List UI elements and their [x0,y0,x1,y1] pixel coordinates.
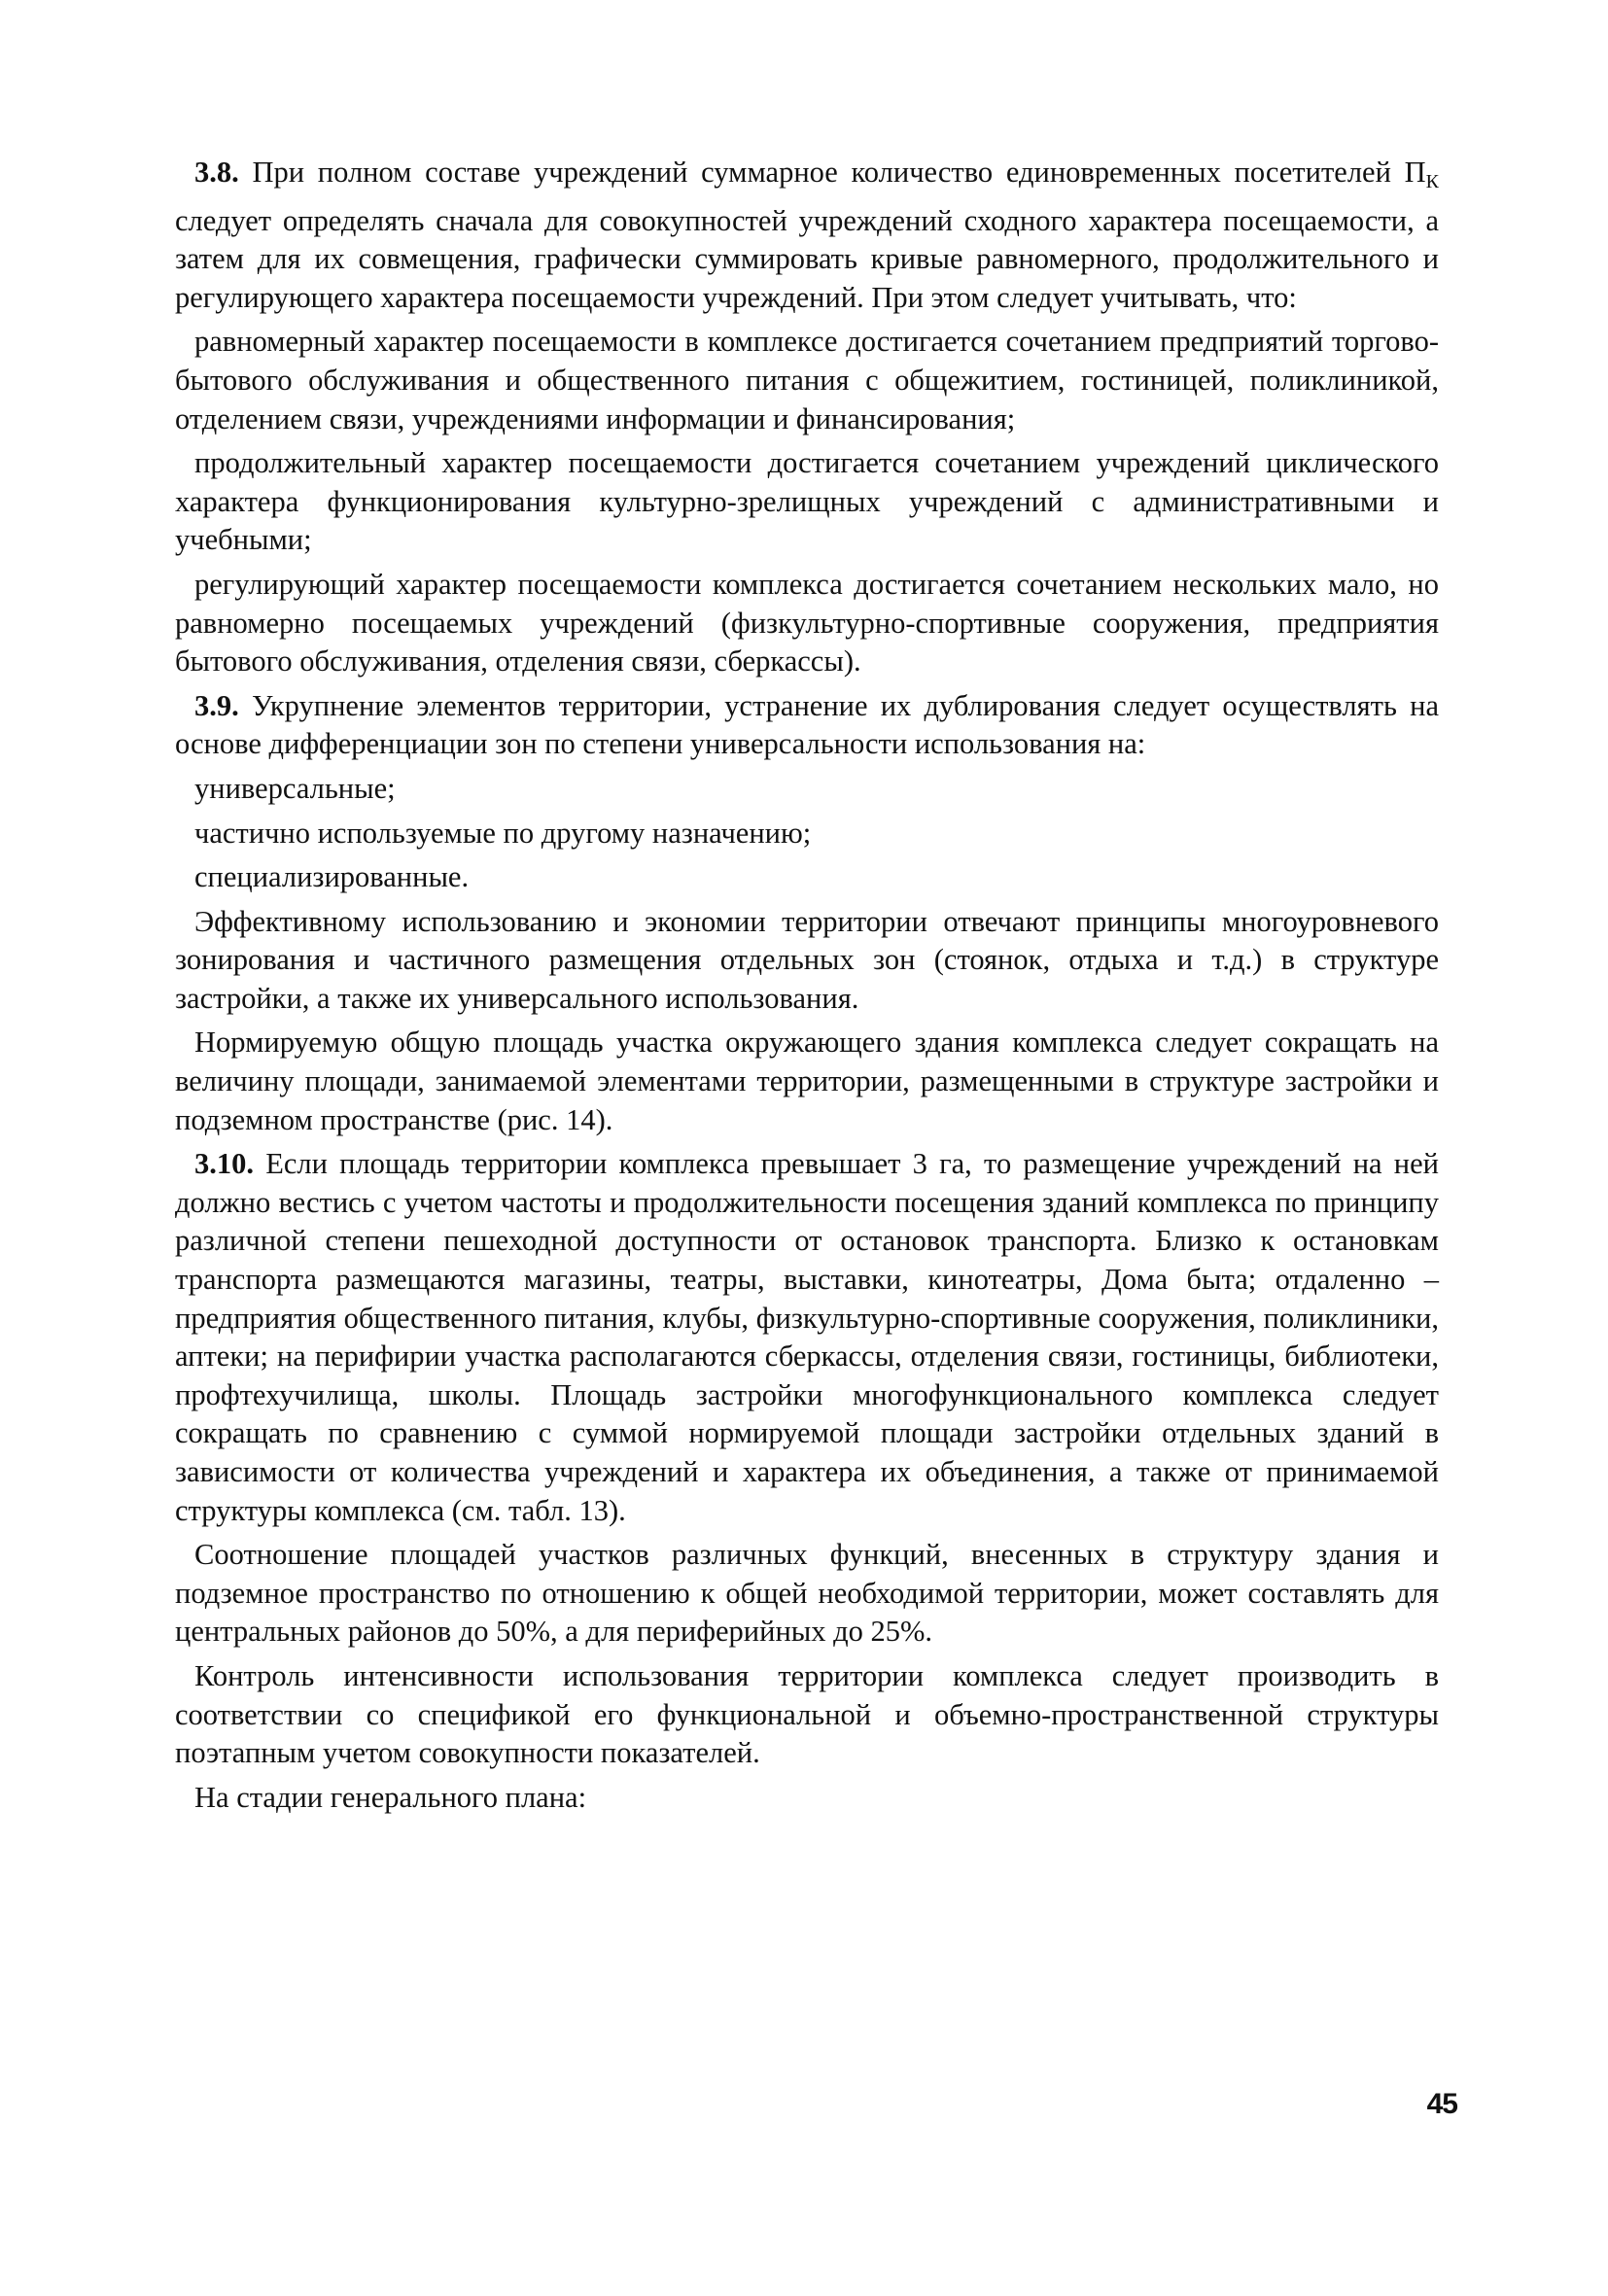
paragraph-regulating-attendance: регулирующий характер посещаемости комплекса достигается сочетанием нескольких мало, но равномерно посещаемых учреждений (физкультурно-спортивные сооружения, предприятия бытового обслуживания, отделения связи, сберкассы). [175,567,1439,678]
subscript: К [1425,171,1439,192]
paragraph-3-10 [175,1145,1439,1530]
section-number: 3.10. [194,1147,254,1181]
paragraph-text: Укрупнение элементов территории, устранение их дублирования следует осуществлять на основе дифференциации зон по степени универсальности использования на: [175,688,1439,761]
paragraph-efficient-use: Эффективному использованию и экономии территории отвечают принципы многоуровневого зонирования и частичного размещения отдельных зон (стоянок, отдыха и т.д.) в структуре застройки, а также их универсального использования. [175,904,1439,1015]
section-number: 3.9. [194,688,239,722]
document-body [175,154,1439,1817]
section-number: 3.8. [194,156,239,189]
paragraph-intensity-control: Контроль интенсивности использования территории комплекса следует производить в соответствии со спецификой его функциональной и объемно-пространственной структуры поэтапным учетом совокупности показателей. [175,1658,1439,1770]
page-number: 45 [1426,2088,1457,2120]
paragraph-3-9 [175,687,1439,764]
list-item-universal: универсальные; [194,771,396,805]
list-item-partial: частично используемые по другому назначению; [194,816,812,850]
paragraph-text: Если площадь территории комплекса превышает 3 га, то размещение учреждений на ней должно вестись с учетом частоты и продолжительности посещения зданий комплекса по принципу различной степени пешеходной доступности от остановок транспорта. Близко к остановкам транспорта размещаются магазины, театры, выставки, кинотеатры, Дома быта; отдаленно – предприятия общественного питания, клубы, физкультурно-спортивные сооружения, поликлиники, аптеки; на перифирии участка располагаются сберкассы, отделения связи, гостиницы, библиотеки, профтехучилища, школы. Площадь застройки многофункционального комплекса следует сокращать по сравнению с суммой нормируемой площади застройки отдельных зданий в зависимости от количества учреждений и характера их объединения, а также от принимаемой структуры комплекса (см. табл. 13). [175,1147,1439,1527]
paragraph-general-plan-stage: На стадии генерального плана: [194,1780,587,1814]
paragraph-continuous-attendance: продолжительный характер посещаемости достигается сочетанием учреждений циклического характера функционирования культурно-зрелищных учреждений с административными и учебными; [175,446,1439,557]
paragraph-text: При полном составе учреждений суммарное количество единовременных посетителей П [238,156,1426,189]
paragraph-uniform-attendance: равномерный характер посещаемости в комплексе достигается сочетанием предприятий торгово-бытового обслуживания и общественного питания с общежитием, гостиницей, поликлиникой, отделением связи, учреждениями информации и финансирования; [175,325,1439,435]
paragraph-normed-area: Нормируемую общую площадь участка окружающего здания комплекса следует сокращать на величину площади, занимаемой элементами территории, размещенными в структуре застройки и подземном пространстве (рис. 14). [175,1026,1439,1136]
list-item-specialized: специализированные. [194,860,470,894]
paragraph-3-8 [175,154,1439,317]
paragraph-text: следует определять сначала для совокупностей учреждений сходного характера посещаемости, а затем для их совмещения, графически суммировать кривые равномерного, продолжительного и регулирующего характера посещаемости учреждений. При этом следует учитывать, что: [175,203,1439,314]
paragraph-area-ratio: Соотношение площадей участков различных функций, внесенных в структуру здания и подземное пространство по отношению к общей необходимой территории, может составлять для центральных районов до 50%, а для периферийных до 25%. [175,1538,1439,1649]
